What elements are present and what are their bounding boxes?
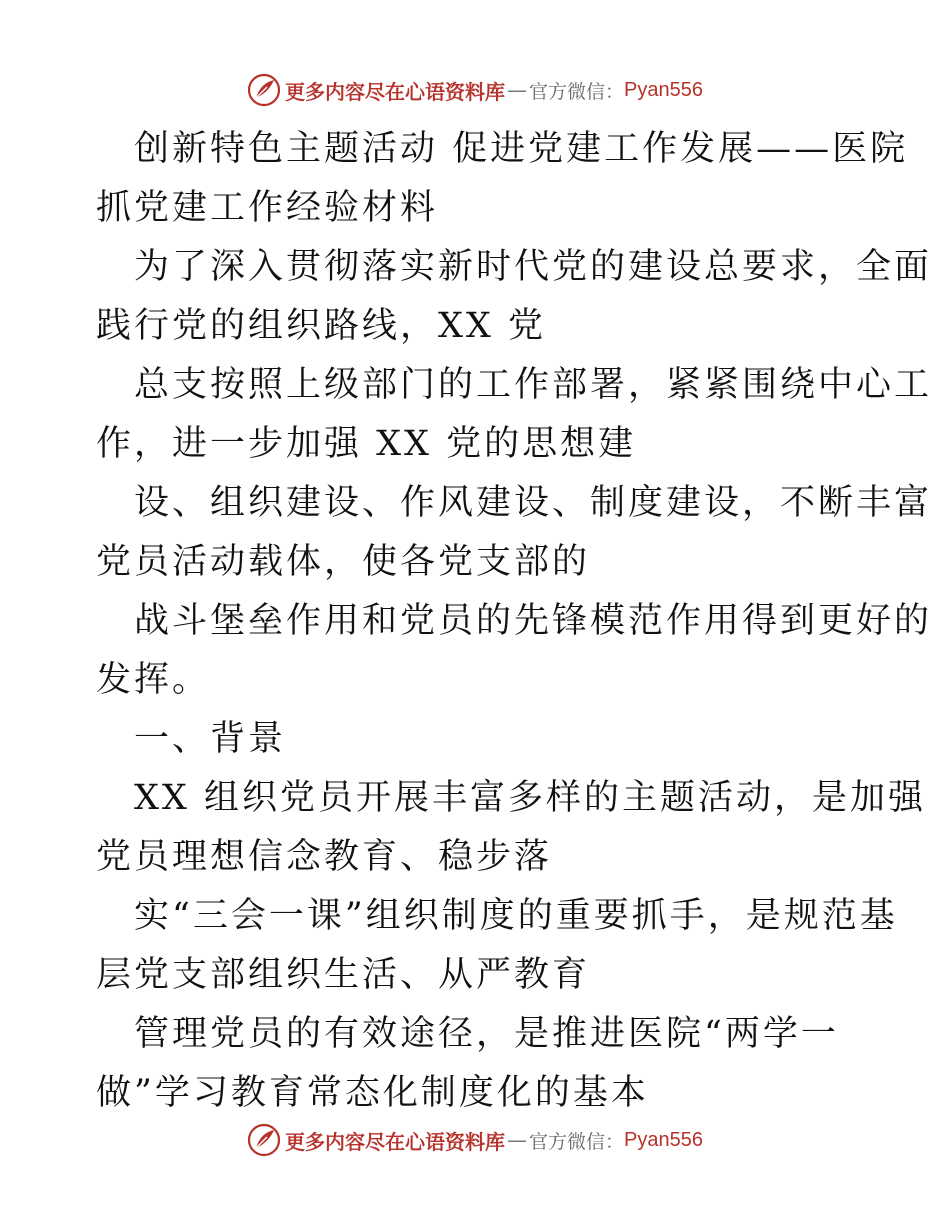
doc-line: 为了深入贯彻落实新时代党的建设总要求，全面: [134, 247, 933, 287]
doc-line: XX 组织党员开展丰富多样的主题活动，是加强: [134, 778, 926, 818]
banner-dash: —: [507, 78, 527, 102]
doc-line: 管理党员的有效途径，是推进医院“两学一: [134, 1014, 839, 1054]
header-banner: [0, 70, 950, 110]
section-heading-background: 一、背景: [134, 719, 287, 759]
doc-line: 党员活动载体，使各党支部的: [96, 542, 591, 582]
doc-line: 总支按照上级部门的工作部署，紧紧围绕中心工: [134, 365, 933, 405]
doc-title-line-2: 抓党建工作经验材料: [96, 188, 439, 228]
banner-official-label: 官方微信：: [529, 1130, 625, 1153]
banner-wechat-id: Pyan556: [624, 78, 703, 101]
footer-banner: [0, 1120, 950, 1160]
banner-dash: —: [507, 1128, 527, 1152]
document-body: [96, 120, 933, 1123]
banner-brand-text: 更多内容尽在心语资料库: [285, 1129, 505, 1154]
doc-line: 层党支部组织生活、从严教育: [96, 955, 591, 995]
doc-line: 作，进一步加强 XX 党的思想建: [96, 424, 637, 464]
doc-line: 发挥。: [96, 660, 211, 700]
banner-wechat-id: Pyan556: [624, 1128, 703, 1151]
feather-logo-icon: [247, 73, 281, 107]
banner-brand-text: 更多内容尽在心语资料库: [285, 79, 505, 104]
doc-line: 战斗堡垒作用和党员的先锋模范作用得到更好的: [134, 601, 933, 641]
doc-title-line-1: 创新特色主题活动 促进党建工作发展——医院: [134, 129, 909, 169]
doc-line: 设、组织建设、作风建设、制度建设，不断丰富: [134, 483, 933, 523]
doc-line: 实“三会一课”组织制度的重要抓手，是规范基: [134, 896, 898, 936]
doc-line: 党员理想信念教育、稳步落: [96, 837, 553, 877]
doc-line: 做”学习教育常态化制度化的基本: [96, 1073, 649, 1113]
feather-logo-icon: [247, 1123, 281, 1157]
doc-line: 践行党的组织路线，XX 党: [96, 306, 546, 346]
banner-official-label: 官方微信：: [529, 80, 625, 103]
